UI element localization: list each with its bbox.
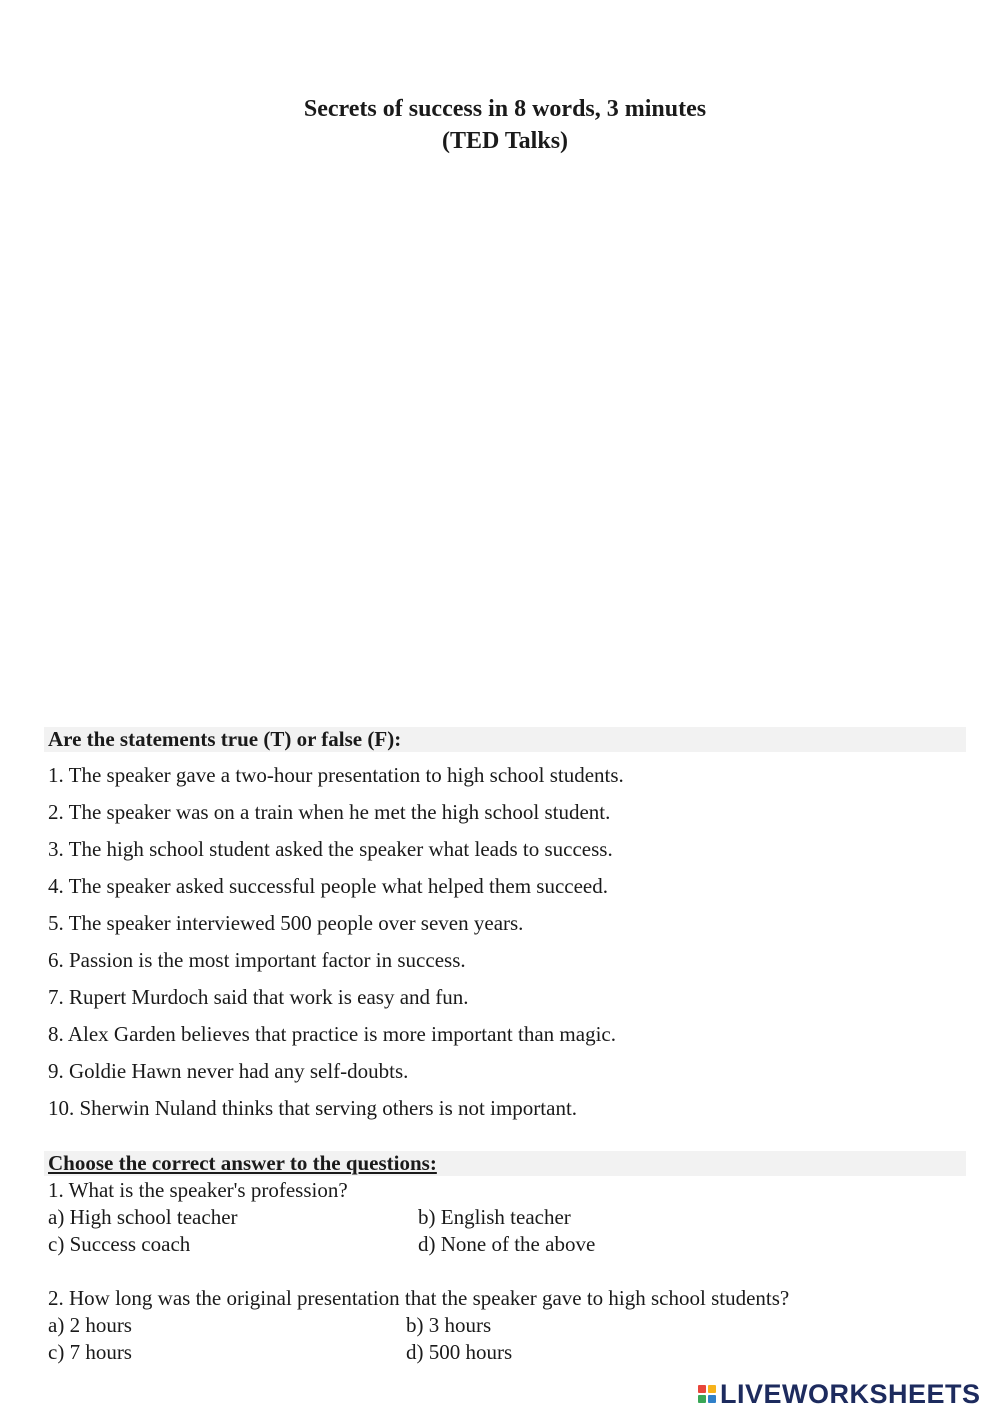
statement-item: 9. Goldie Hawn never had any self-doubts. <box>48 1059 409 1083</box>
question-1-option-a: a) High school teacher <box>48 1205 238 1229</box>
statement-item: 4. The speaker asked successful people what helped them succeed. <box>48 874 608 898</box>
true-false-heading: Are the statements true (T) or false (F): <box>44 727 966 752</box>
logo-square <box>708 1385 716 1393</box>
logo-square <box>708 1395 716 1403</box>
question-1-option-c: c) Success coach <box>48 1232 191 1256</box>
question-2: 2. How long was the original presentation that the speaker gave to high school students? <box>48 1286 790 1310</box>
logo-grid-icon <box>698 1385 716 1403</box>
worksheet-title: Secrets of success in 8 words, 3 minutes <box>303 96 707 122</box>
statement-item: 10. Sherwin Nuland thinks that serving others is not important. <box>48 1096 578 1120</box>
question-2-option-c: c) 7 hours <box>48 1340 132 1364</box>
question-2-option-d: d) 500 hours <box>406 1340 513 1364</box>
liveworksheets-logo <box>698 1377 981 1411</box>
multiple-choice-heading: Choose the correct answer to the questions: <box>44 1151 966 1176</box>
statement-item: 1. The speaker gave a two-hour presentation to high school students. <box>48 763 624 787</box>
statement-item: 6. Passion is the most important factor in success. <box>48 948 466 972</box>
worksheet-subtitle: (TED Talks) <box>441 128 569 154</box>
statement-item: 2. The speaker was on a train when he met the high school student. <box>48 800 611 824</box>
true-false-list <box>48 760 624 1130</box>
question-1-option-d: d) None of the above <box>418 1232 596 1256</box>
statement-item: 8. Alex Garden believes that practice is more important than magic. <box>48 1022 616 1046</box>
question-2-option-b: b) 3 hours <box>406 1313 492 1337</box>
question-1: 1. What is the speaker's profession? <box>48 1178 348 1202</box>
statement-item: 3. The high school student asked the speaker what leads to success. <box>48 837 613 861</box>
logo-square <box>698 1385 706 1393</box>
statement-item: 5. The speaker interviewed 500 people over seven years. <box>48 911 524 935</box>
logo-text: LIVEWORKSHEETS <box>720 1378 981 1409</box>
question-2-option-a: a) 2 hours <box>48 1313 132 1337</box>
logo-square <box>698 1395 706 1403</box>
statement-item: 7. Rupert Murdoch said that work is easy and fun. <box>48 985 469 1009</box>
question-1-option-b: b) English teacher <box>418 1205 571 1229</box>
